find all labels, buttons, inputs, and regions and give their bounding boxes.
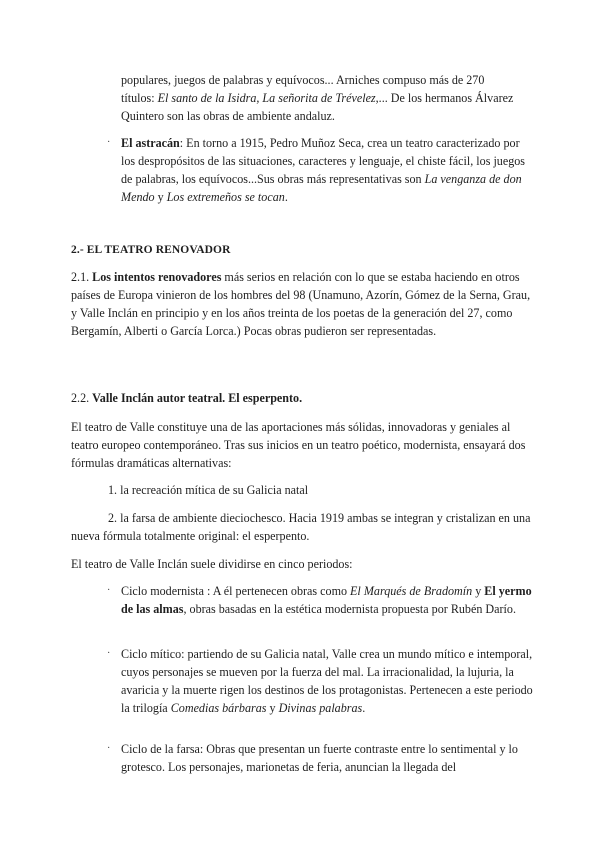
works-title: El santo de la Isidra, La señorita de Trévelez xyxy=(157,91,376,105)
subsection-2-2-title: Valle Inclán autor teatral. El esperpento. xyxy=(92,391,303,405)
bullet-icon: · xyxy=(107,585,111,596)
work-title: El Marqués de Bradomín xyxy=(350,584,473,598)
work-title: La venganza de don Mendo xyxy=(121,172,522,204)
bullet-icon: · xyxy=(107,648,111,659)
paragraph-2-1: 2.1. Los intentos renovadores más serios en relación con lo que se estaba haciendo en otros países de Europa vinieron de los hombres del 98 (Unamuno, Azorín, Gómez de la Serna, Grau, y Valle Inclán en principio y en los años treinta de los poetas de la generación del 27, como Bergamín, Alberti o García Lorca.) Pocas obras pudieron ser representadas. xyxy=(71,270,531,338)
subsection-2-2: 2.2. Valle Inclán autor teatral. El esperpento. xyxy=(71,391,303,405)
astracan-title: El astracán xyxy=(121,136,180,150)
section-heading: 2.- EL TEATRO RENOVADOR xyxy=(71,244,231,256)
continuation-line-2: títulos: El santo de la Isidra, La señorita de Trévelez,... De los hermanos Álvarez xyxy=(121,91,514,105)
work-title: Divinas palabras xyxy=(278,701,363,715)
continuation-line-3: Quintero son las obras de ambiente andaluz. xyxy=(121,109,335,123)
bullet-icon: · xyxy=(107,743,111,754)
formula-item-1: 1. la recreación mítica de su Galicia natal xyxy=(108,483,309,497)
formula-item-2: 2. la farsa de ambiente dieciochesco. Hacia 1919 ambas se integran y cristalizan en una nueva fórmula totalmente original: el esperpento. xyxy=(71,511,531,543)
work-title: Comedias bárbaras xyxy=(170,701,267,715)
periods-intro: El teatro de Valle Inclán suele dividirse en cinco periodos: xyxy=(71,557,353,571)
continuation-line-1: populares, juegos de palabras y equívocos... Arniches compuso más de 270 xyxy=(121,73,485,87)
bullet-ciclo-mitico: · Ciclo mítico: partiendo de su Galicia natal, Valle crea un mundo mítico e intemporal, cuyos personajes se mueven por la fuerza del mal. La irracionalidad, la lujuria, la avaricia y la muerte rigen los destinos de los protagonistas. Pertenecen a este periodo la trilogía Comedias bárbaras y Divinas palabras. xyxy=(107,647,533,715)
paragraph-2-1-title: Los intentos renovadores xyxy=(92,270,222,284)
bullet-ciclo-modernista: · Ciclo modernista : A él pertenecen obras como El Marqués de Bradomín y El yermo de las almas, obras basadas en la estética modernista propuesta por Rubén Darío. xyxy=(107,584,532,616)
bullet-astracan: · El astracán: En torno a 1915, Pedro Muñoz Seca, crea un teatro caracterizado por los despropósitos de las situaciones, caracteres y lenguaje, el chiste fácil, los juegos de palabras, los equívocos...Sus obras más representativas son La venganza de don Mendo y Los extremeños se tocan. xyxy=(107,136,526,204)
work-title: Los extremeños se tocan xyxy=(166,190,285,204)
work-title-bold: El yermo de las almas xyxy=(121,584,532,616)
valle-intro-paragraph: El teatro de Valle constituye una de las aportaciones más sólidas, innovadoras y geniales al teatro europeo contemporáneo. Tras sus inicios en un teatro poético, modernista, ensayará dos fórmulas dramáticas alternativas: xyxy=(71,420,526,470)
bullet-icon: · xyxy=(107,137,111,148)
previous-item-continuation xyxy=(121,71,533,125)
bullet-ciclo-farsa: · Ciclo de la farsa: Obras que presentan un fuerte contraste entre lo sentimental y lo grotesco. Los personajes, marionetas de feria, anuncian la llegada del xyxy=(107,742,518,774)
